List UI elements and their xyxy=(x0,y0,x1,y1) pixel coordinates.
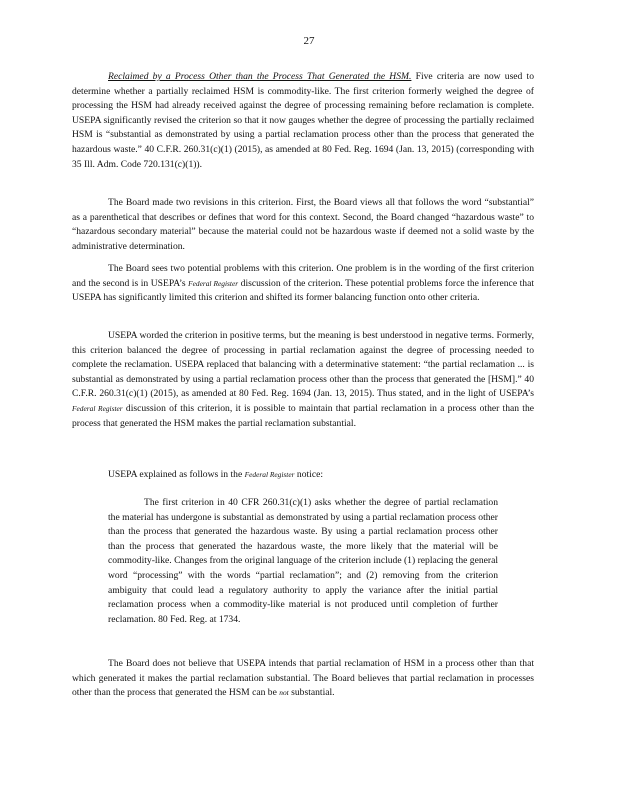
page-number: 27 xyxy=(303,35,315,47)
paragraph-text: The Board made two revisions in this criterion. First, the Board views all that follows the word “substantial” as a parenthetical that describes or defines that word for this context. Second, the Board changed “hazardous waste” to “hazardous secondary material” because the material could not be hazardous waste if deemed not a solid waste by the administrative determination. xyxy=(72,197,534,252)
paragraph-positive-terms xyxy=(72,329,534,431)
paragraph-text: The Board does not believe that USEPA intends that partial reclamation of HSM in a process other than that which generated it makes the partial reclamation substantial. The Board believes that partial reclamation in processes other than the process that generated the HSM can be xyxy=(72,658,534,699)
paragraph-usepa-explained xyxy=(108,468,508,483)
paragraph-text: substantial. xyxy=(291,687,335,699)
paragraph-text: USEPA explained as follows in the xyxy=(108,469,243,480)
paragraph-board-does-not-believe xyxy=(72,657,534,701)
paragraph-board-revisions xyxy=(72,196,534,254)
paragraph-text: Five criteria are now used to determine whether a partially reclaimed HSM is commodity-like. The first criterion formerly weighed the degree of processing the HSM had already received against the degree of processing remaining before reclamation is complete. USEPA significantly revised the criterion so that it now gauges whether the degree of processing the partially reclaimed HSM is “substantial as demonstrated by using a partial reclamation process other than the process that generated the hazardous waste.” 40 C.F.R. 260.31(c)(1) (2015), as amended at 80 Fed. Reg. 1694 (Jan. 13, 2015) (corresponding with 35 Ill. Adm. Code 720.131(c)(1)). xyxy=(72,71,534,170)
federal-register-italic: Federal Register xyxy=(72,403,123,413)
paragraph-text: discussion of the criterion. These potential problems force the inference that USEPA has significantly limited this criterion and shifted its former balancing function onto other criteria. xyxy=(72,277,534,304)
block-quote xyxy=(108,496,498,627)
quote-text: The first criterion in 40 CFR 260.31(c)(1) asks whether the degree of partial reclamation the material has undergone is substantial as demonstrated by using a partial reclamation process other than the process that generated the hazardous waste. By using a partial reclamation process other than the process that generated the hazardous waste, the more likely that the material will be commodity-like. Changes from the original language of the criterion include (1) replacing the general word “processing” with the words “partial reclamation”; and (2) removing from the criterion ambiguity that could lead a regulatory authority to apply the variance after the initial partial reclamation process when a commodity-like material is not produced until completion of further reclamation. 80 Fed. Reg. at 1734. xyxy=(108,497,499,625)
paragraph-first-criterion xyxy=(72,70,534,172)
paragraph-text: The Board sees two potential problems with this criterion. One problem is in the wording of the first criterion and the second is in USEPA’s xyxy=(72,263,534,289)
paragraph-text: discussion of this criterion, it is possible to maintain that partial reclamation in a process other than the process that generated the HSM makes the partial reclamation substantial. xyxy=(72,402,534,429)
federal-register-italic: Federal Register xyxy=(188,278,239,288)
paragraph-potential-problems xyxy=(72,262,534,306)
federal-register-italic: Federal Register xyxy=(244,470,295,479)
section-heading: Reclaimed by a Process Other than the Process That Generated the HSM. xyxy=(108,71,412,82)
paragraph-text: USEPA worded the criterion in positive terms, but the meaning is best understood in negative terms. Formerly, this criterion balanced the degree of processing in partial reclamation against the degree of processing needed to complete the reclamation. USEPA replaced that balancing with a determinative statement: “the partial reclamation ... is substantial as demonstrated by using a partial reclamation process other than the process that generated the [HSM].” 40 C.F.R. 260.31(c)(1) (2015), as amended at 80 Fed. Reg. 1694 (Jan. 13, 2015). Thus stated, and in the light of USEPA’s xyxy=(72,330,534,400)
emphasis-not: not xyxy=(279,688,289,698)
paragraph-text: notice: xyxy=(296,469,324,480)
